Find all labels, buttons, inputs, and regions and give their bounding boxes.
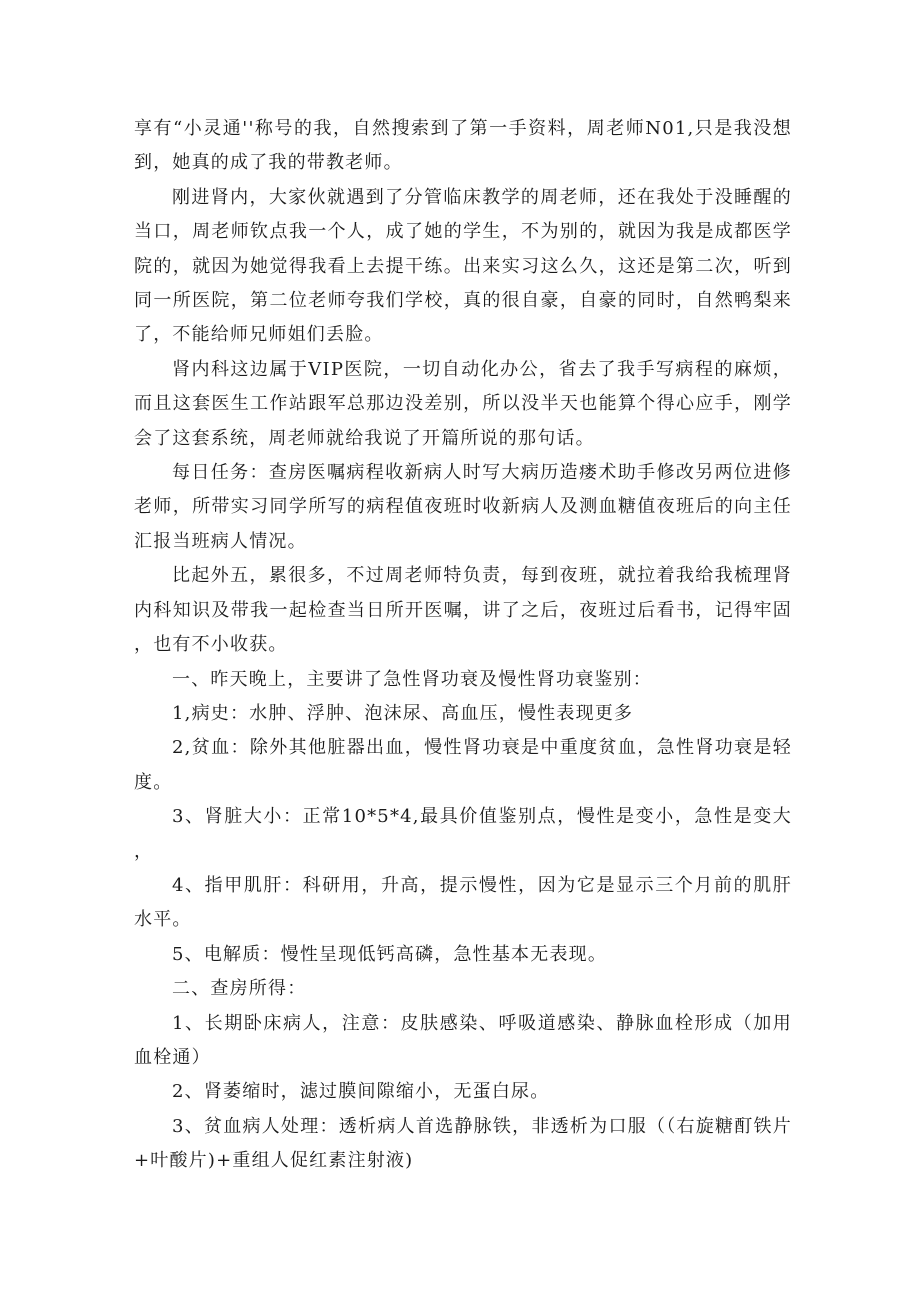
list-item-anemia: 2,贫血：除外其他脏器出血，慢性肾功衰是中重度贫血，急性肾功衰是轻度。	[134, 737, 792, 793]
list-item-nail-creatinine: 4、指甲肌肝：科研用，升高，提示慢性，因为它是显示三个月前的肌肝水平。	[134, 874, 792, 931]
section-heading-1: 一、昨天晚上，主要讲了急性肾功衰及慢性肾功衰鉴别：	[172, 668, 652, 690]
list-item-electrolytes: 5、电解质：慢性呈现低钙高磷，急性基本无表现。	[172, 943, 608, 965]
paragraph-5: 比起外五，累很多，不过周老师特负责，每到夜班，就拉着我给我梳理肾内科知识及带我一起检查当日所开医嘱，讲了之后，夜班过后看书，记得牢固，也有不小收获。	[134, 565, 792, 656]
paragraph-3: 肾内科这边属于VIP医院，一切自动化办公，省去了我手写病程的麻烦，而且这套医生工作站跟军总那边没差别，所以没半天也能算个得心应手，刚学会了这套系统，周老师就给我说了开篇所说的那句话。	[134, 358, 792, 449]
paragraph-1: 享有“小灵通''称号的我，自然搜索到了第一手资料，周老师N01,只是我没想到，她真的成了我的带教老师。	[134, 118, 792, 174]
document-body	[134, 112, 792, 1179]
list-item-kidney-size: 3、肾脏大小：正常10*5*4,最具价值鉴别点，慢性是变小，急性是变大，	[134, 806, 792, 862]
list-item-atrophy: 2、肾萎缩时，滤过膜间隙缩小，无蛋白尿。	[172, 1081, 550, 1103]
list-item-bedridden: 1、长期卧床病人，注意：皮肤感染、呼吸道感染、静脉血栓形成（加用血栓通）	[134, 1012, 792, 1068]
paragraph-4: 每日任务：查房医嘱病程收新病人时写大病历造瘘术助手修改另两位进修老师，所带实习同学所写的病程值夜班时收新病人及测血糖值夜班后的向主任汇报当班病人情况。	[134, 462, 792, 552]
section-heading-2: 二、查房所得：	[172, 978, 307, 1000]
list-item-anemia-treatment: 3、贫血病人处理：透析病人首选静脉铁，非透析为口服（（右旋糖酊铁片+叶酸片)+重组人促红素注射液)	[134, 1115, 792, 1172]
paragraph-2: 刚进肾内，大家伙就遇到了分管临床教学的周老师，还在我处于没睡醒的当口，周老师钦点我一个人，成了她的学生，不为别的，就因为我是成都医学院的，就因为她觉得我看上去提干练。出来实习这么久，这还是第二次，听到同一所医院，第二位老师夸我们学校，真的很自豪，自豪的同时，自然鸭梨来了，不能给师兄师姐们丢脸。	[134, 186, 792, 346]
list-item-history: 1,病史：水肿、浮肿、泡沫尿、高血压，慢性表现更多	[172, 702, 634, 724]
